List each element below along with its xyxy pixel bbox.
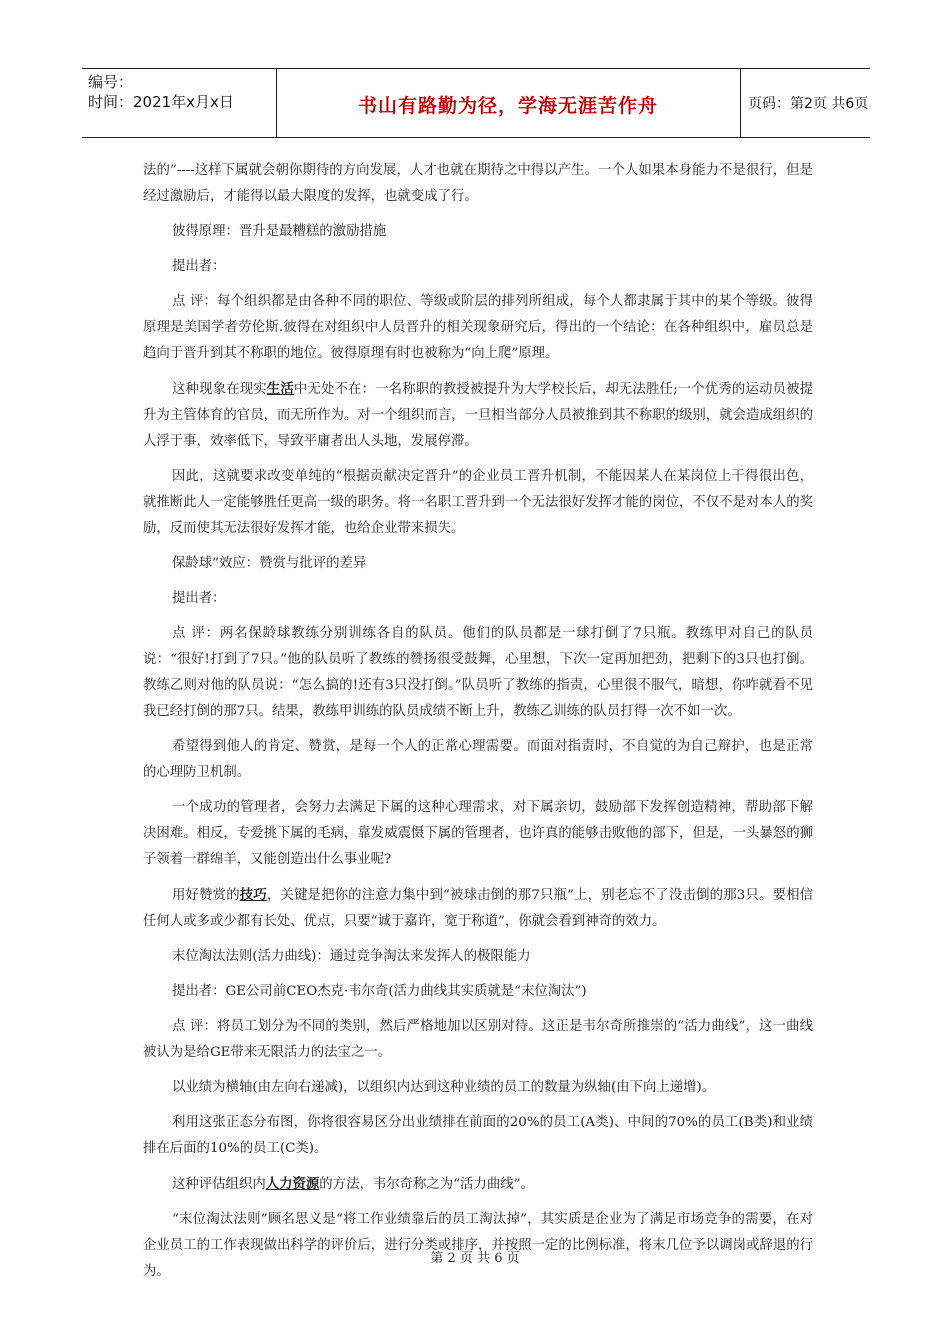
page-footer: 第 2 页 共 6 页 (430, 1251, 520, 1266)
header-page-number: 页码：第2页 共6页 (748, 96, 869, 112)
body-paragraph: 希望得到他人的肯定、赞赏，是每一个人的正常心理需要。而面对指责时，不自觉的为自己辩护，也是正常的心理防卫机制。 (143, 739, 813, 780)
body-paragraph (143, 882, 813, 935)
document-time-label: 时间：2021年x月x日 (88, 93, 234, 111)
body-paragraph: 末位淘汰法则(活力曲线)：通过竞争淘汰来发挥人的极限能力 (172, 949, 531, 964)
body-paragraph: 因此，这就要求改变单纯的“根据贡献决定晋升”的企业员工晋升机制，不能因某人在某岗位上干得很出色，就推断此人一定能够胜任更高一级的职务。将一名职工晋升到一个无法很好发挥才能的岗位，不仅不是对本人的奖励，反而使其无法很好发挥才能，也给企业带来损失。 (143, 469, 813, 536)
body-paragraph: 点 评：每个组织都是由各种不同的职位、等级或阶层的排列所组成，每个人都隶属于其中的某个等级。彼得原理是美国学者劳伦斯.彼得在对组织中人员晋升的相关现象研究后，得出的一个结论：在各种组织中，雇员总是趋向于晋升到其不称职的地位。彼得原理有时也被称为“向上爬”原理。 (143, 294, 813, 361)
body-paragraph: 以业绩为横轴(由左向右递减)，以组织内达到这种业绩的员工的数量为纵轴(由下向上递增)。 (172, 1080, 716, 1095)
header-meta-cell (82, 69, 277, 137)
paragraph-text-after: 中无处不在：一名称职的教授被提升为大学校长后，却无法胜任;一个优秀的运动员被提升为主管体育的官员，而无所作为。对一个组织而言，一旦相当部分人员被推到其不称职的级别，就会造成组织的人浮于事，效率低下，导致平庸者出人头地，发展停滞。 (143, 382, 814, 449)
paragraph-text-after: 的方法，韦尔奇称之为“活力曲线”。 (319, 1177, 534, 1192)
body-paragraph: 法的”----这样下属就会朝你期待的方向发展，人才也就在期待之中得以产生。一个人如果本身能力不是很行，但是经过激励后，才能得以最大限度的发挥，也就变成了行。 (143, 163, 813, 204)
paragraph-text-before: 用好赞赏的 (172, 888, 240, 903)
body-paragraph (143, 376, 813, 455)
body-paragraph: 彼得原理：晋升是最糟糕的激励措施 (172, 224, 387, 239)
body-paragraph: 利用这张正态分布图，你将很容易区分出业绩排在前面的20%的员工(A类)、中间的70%的员工(B类)和业绩排在后面的10%的员工(C类)。 (143, 1115, 813, 1156)
header-page-cell (740, 69, 870, 137)
document-number-label: 编号： (88, 73, 134, 91)
inline-link[interactable]: 技巧 (239, 887, 267, 903)
body-paragraph: 一个成功的管理者，会努力去满足下属的这种心理需求，对下属亲切，鼓励部下发挥创造精神，帮助部下解决困难。相反，专爱挑下属的毛病，靠发威震慑下属的管理者，也许真的能够击败他的部下，但是，一头暴怒的狮子领着一群绵羊，又能创造出什么事业呢? (143, 800, 813, 867)
document-header (82, 68, 870, 138)
header-motto: 书山有路勤为径，学海无涯苦作舟 (357, 95, 658, 117)
inline-link[interactable]: 人力资源 (265, 1176, 320, 1192)
body-paragraph: 保龄球”效应：赞赏与批评的差异 (172, 556, 367, 571)
inline-link[interactable]: 生活 (266, 381, 294, 397)
body-paragraph: 提出者： (172, 591, 226, 606)
document-body (143, 158, 813, 1294)
body-paragraph (143, 1171, 813, 1198)
body-paragraph: 点 评：两名保龄球教练分别训练各自的队员。他们的队员都是一球打倒了7只瓶。教练甲对自己的队员说：“很好!打到了7只。”他的队员听了教练的赞扬很受鼓舞，心里想，下次一定再加把劲，把剩下的3只也打倒。教练乙则对他的队员说：“怎么搞的!还有3只没打倒。”队员听了教练的指责，心里很不服气，暗想，你咋就看不见我已经打倒的那7只。结果，教练甲训练的队员成绩不断上升，教练乙训练的队员打得一次不如一次。 (143, 626, 813, 719)
paragraph-text-before: 这种评估组织内 (172, 1177, 266, 1192)
header-motto-cell (276, 69, 741, 137)
body-paragraph: 点 评：将员工划分为不同的类别，然后严格地加以区别对待。这正是韦尔奇所推崇的“活力曲线”，这一曲线被认为是给GE带来无限活力的法宝之一。 (143, 1019, 813, 1060)
paragraph-text-before: 这种现象在现实 (172, 382, 267, 397)
body-paragraph: “末位淘汰法则”顾名思义是“将工作业绩靠后的员工淘汰掉”，其实质是企业为了满足市场竞争的需要，在对企业员工的工作表现做出科学的评价后，进行分类或排序，并按照一定的比例标准，将末几位予以调岗或辞退的行为。 (143, 1212, 813, 1279)
paragraph-text-after: ，关键是把你的注意力集中到“被球击倒的那7只瓶”上，别老忘不了没击倒的那3只。要相信任何人或多或少都有长处、优点，只要“诚于嘉许，宽于称道”，你就会看到神奇的效力。 (143, 888, 814, 929)
body-paragraph: 提出者：GE公司前CEO杰克·韦尔奇(活力曲线其实质就是“末位淘汰”) (172, 984, 587, 999)
body-paragraph: 提出者： (172, 259, 226, 274)
